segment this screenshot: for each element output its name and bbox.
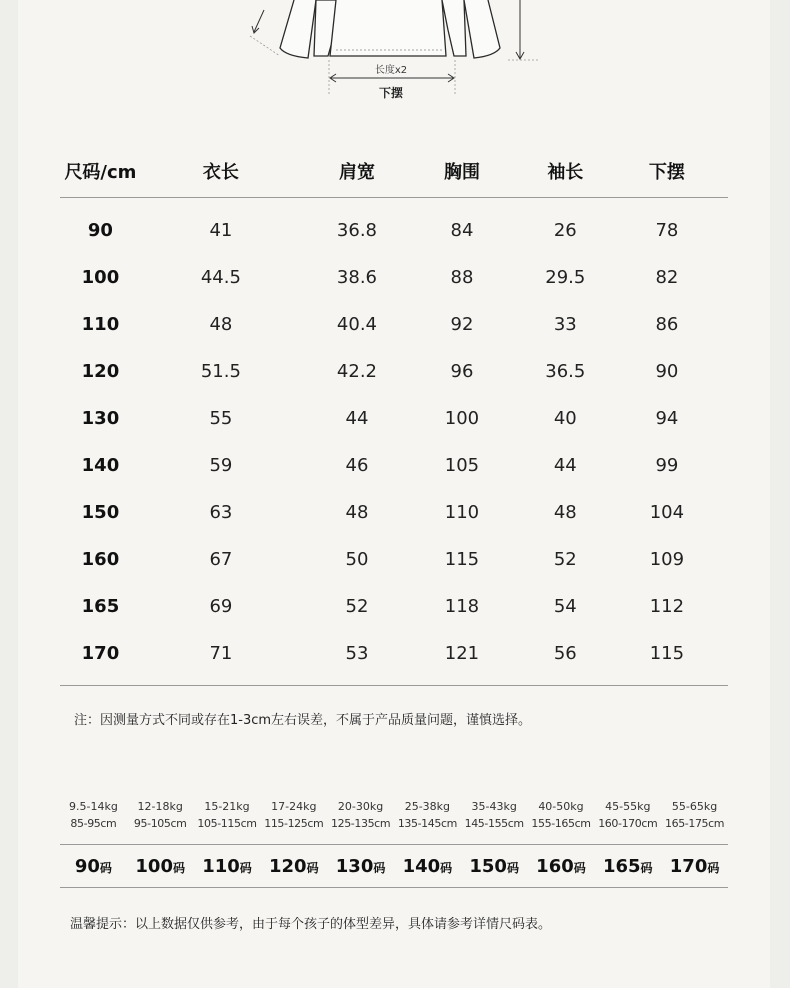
cell-sleeve: 48 [553, 502, 577, 523]
reference-tip: 温馨提示：以上数据仅供参考，由于每个孩子的体型差异，具体请参考详情尺码表。 [70, 917, 552, 932]
table-body [60, 198, 728, 686]
cell-chest: 115 [444, 549, 480, 570]
cell-shoulder: 53 [345, 643, 369, 664]
cell-size: 165 [81, 596, 120, 617]
size-code [60, 856, 127, 877]
cell-shoulder: 36.8 [336, 220, 377, 241]
cell-length: 69 [209, 596, 233, 617]
cell-hem: 104 [649, 502, 685, 523]
cell-chest: 118 [444, 596, 480, 617]
cell-sleeve: 54 [553, 596, 577, 617]
cell-sleeve: 56 [553, 643, 577, 664]
cell-size: 110 [81, 314, 120, 335]
size-code [528, 856, 595, 877]
height-range: 125-135cm [331, 817, 391, 830]
cell-sleeve: 29.5 [545, 267, 586, 288]
table-row [60, 348, 728, 395]
cell-length: 48 [209, 314, 233, 335]
cell-size: 120 [81, 361, 120, 382]
size-code [661, 856, 728, 877]
size-code-unit: 码 [239, 860, 252, 875]
cell-hem: 109 [649, 549, 685, 570]
cell-chest: 110 [444, 502, 480, 523]
garment-illustration [18, 0, 770, 110]
size-code [127, 856, 194, 877]
cell-shoulder: 48 [345, 502, 369, 523]
cell-size: 100 [81, 267, 120, 288]
size-table [60, 145, 728, 686]
cell-size: 90 [87, 220, 113, 241]
cell-length: 44.5 [200, 267, 241, 288]
size-code-number: 160 [536, 855, 574, 877]
size-code-number: 150 [469, 855, 507, 877]
table-row [60, 301, 728, 348]
cell-hem: 99 [655, 455, 679, 476]
size-code-unit: 码 [373, 860, 386, 875]
cell-shoulder: 38.6 [336, 267, 377, 288]
height-range: 165-175cm [665, 817, 725, 830]
cell-chest: 105 [444, 455, 480, 476]
size-code-number: 130 [335, 855, 374, 877]
measurement-note: 注：因测量方式不同或存在1-3cm左右误差，不属于产品质量问题，谨慎选择。 [74, 713, 532, 728]
weight-range: 9.5-14kg [68, 800, 118, 813]
header-size: 尺码/cm [64, 162, 137, 183]
height-range: 95-105cm [133, 817, 187, 830]
weight-range: 15-21kg [204, 800, 250, 813]
cell-chest: 84 [450, 220, 474, 241]
cell-length: 59 [209, 455, 233, 476]
size-code-number: 90 [74, 855, 100, 877]
size-code [327, 856, 394, 877]
size-code-unit: 码 [506, 860, 519, 875]
size-reference [60, 798, 728, 888]
weight-range: 45-55kg [605, 800, 651, 813]
height-range: 145-155cm [464, 817, 524, 830]
cell-sleeve: 44 [553, 455, 577, 476]
cell-size: 140 [81, 455, 120, 476]
weight-range: 55-65kg [671, 800, 718, 813]
cell-shoulder: 44 [345, 408, 369, 429]
table-header [60, 145, 728, 198]
cell-shoulder: 46 [345, 455, 369, 476]
size-code-unit: 码 [306, 860, 319, 875]
cell-chest: 96 [450, 361, 474, 382]
header-hem: 下摆 [648, 162, 685, 183]
cell-length: 51.5 [200, 361, 241, 382]
cell-shoulder: 50 [345, 549, 369, 570]
size-code-number: 170 [669, 855, 708, 877]
size-code [260, 856, 327, 877]
weight-range: 12-18kg [137, 800, 183, 813]
cell-sleeve: 26 [553, 220, 577, 241]
header-chest: 胸围 [443, 162, 480, 183]
table-row [60, 254, 728, 301]
size-code [394, 856, 461, 877]
cell-sleeve: 33 [553, 314, 577, 335]
weight-range: 40-50kg [538, 800, 584, 813]
size-code [461, 856, 528, 877]
cell-length: 55 [209, 408, 233, 429]
height-range: 155-165cm [531, 817, 591, 830]
cell-hem: 115 [649, 643, 685, 664]
size-code-number: 120 [268, 855, 307, 877]
cell-length: 63 [209, 502, 233, 523]
cell-shoulder: 52 [345, 596, 369, 617]
cell-hem: 112 [649, 596, 685, 617]
cell-sleeve: 36.5 [545, 361, 586, 382]
size-code-number: 165 [602, 855, 641, 877]
cell-length: 71 [209, 643, 233, 664]
cell-size: 160 [81, 549, 120, 570]
size-code [594, 856, 661, 877]
size-code-row [60, 844, 728, 888]
size-code-unit: 码 [440, 860, 453, 875]
cell-chest: 121 [444, 643, 480, 664]
header-length: 衣长 [202, 162, 239, 183]
cell-hem: 90 [655, 361, 679, 382]
header-shoulder: 肩宽 [338, 162, 375, 183]
size-code-number: 140 [402, 855, 441, 877]
size-code-number: 110 [202, 855, 240, 877]
weight-row [60, 798, 728, 815]
cell-length: 41 [209, 220, 233, 241]
table-row [60, 536, 728, 583]
size-code-unit: 码 [172, 860, 185, 875]
cell-chest: 100 [444, 408, 480, 429]
cell-length: 67 [209, 549, 233, 570]
size-code-unit: 码 [640, 860, 653, 875]
size-code-unit: 码 [707, 860, 720, 875]
size-code-unit: 码 [99, 860, 112, 875]
weight-range: 17-24kg [271, 800, 317, 813]
cell-size: 170 [81, 643, 120, 664]
height-range: 160-170cm [598, 817, 658, 830]
cell-size: 130 [81, 408, 120, 429]
size-code [194, 856, 261, 877]
height-row [60, 815, 728, 832]
cell-shoulder: 42.2 [336, 361, 377, 382]
table-row [60, 207, 728, 254]
size-code-number: 100 [135, 855, 173, 877]
size-chart-page [18, 0, 770, 988]
cell-hem: 78 [655, 220, 679, 241]
cell-chest: 88 [450, 267, 474, 288]
height-range: 85-95cm [70, 817, 117, 830]
cell-sleeve: 40 [553, 408, 577, 429]
height-range: 135-145cm [397, 817, 457, 830]
header-sleeve: 袖长 [547, 162, 584, 183]
height-range: 105-115cm [197, 817, 257, 830]
cell-hem: 82 [655, 267, 679, 288]
height-range: 115-125cm [264, 817, 324, 830]
hem-measure-label: 长度x2 [374, 65, 408, 76]
cell-chest: 92 [450, 314, 474, 335]
table-row [60, 583, 728, 630]
table-row [60, 489, 728, 536]
cell-hem: 86 [655, 314, 679, 335]
table-row [60, 395, 728, 442]
table-row [60, 630, 728, 677]
size-code-unit: 码 [573, 860, 586, 875]
weight-range: 35-43kg [471, 800, 517, 813]
weight-range: 20-30kg [337, 800, 384, 813]
hem-name: 下摆 [378, 86, 403, 100]
table-row [60, 442, 728, 489]
weight-range: 25-38kg [404, 800, 451, 813]
cell-hem: 94 [655, 408, 679, 429]
cell-shoulder: 40.4 [336, 314, 377, 335]
cell-size: 150 [81, 502, 120, 523]
cell-sleeve: 52 [553, 549, 577, 570]
